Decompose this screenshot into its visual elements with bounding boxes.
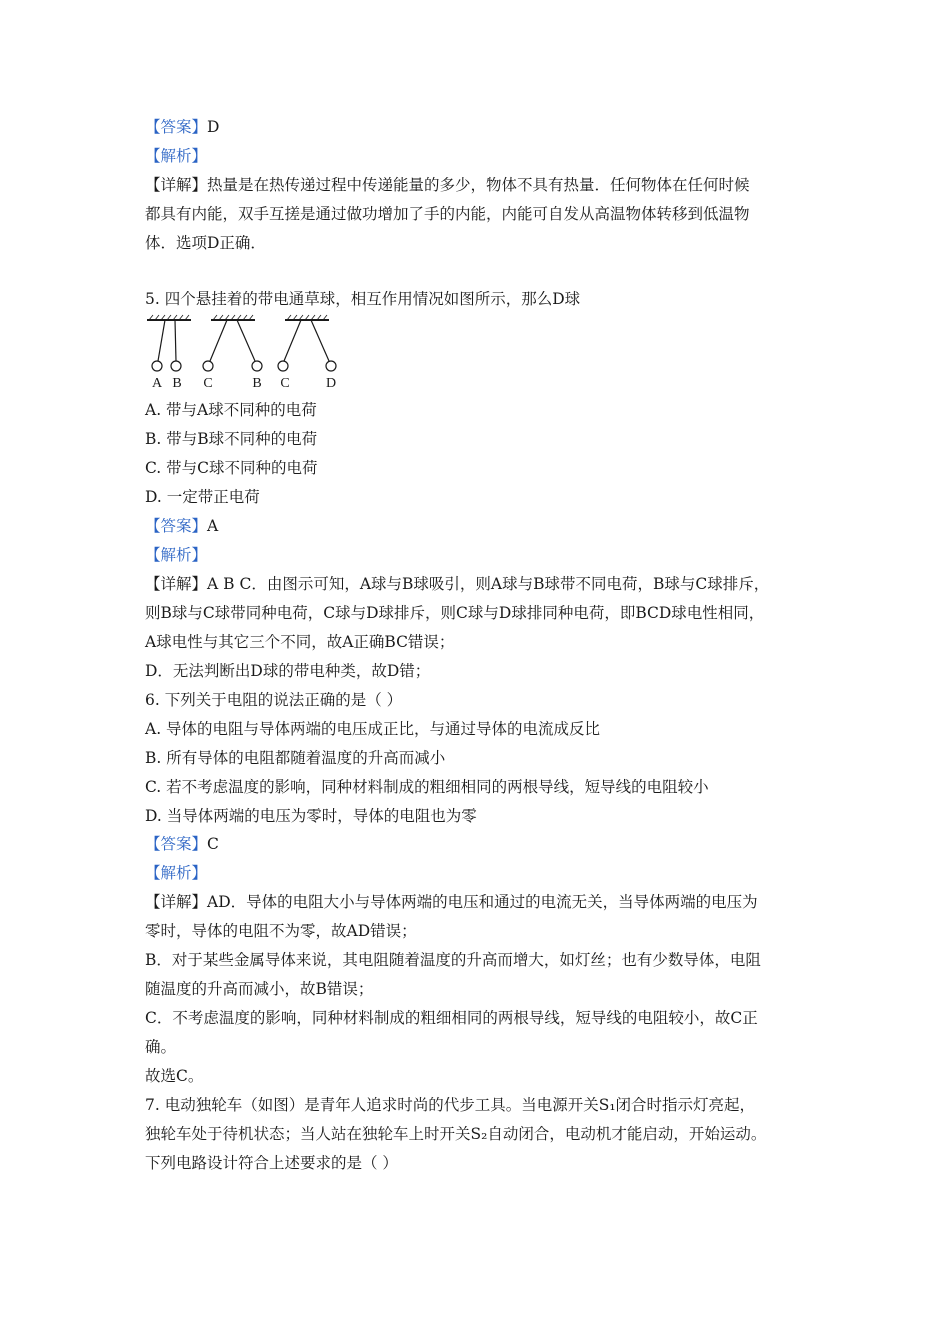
q5-option-b: B. 带与B球不同种的电荷 (145, 430, 318, 448)
q4-detail-line: 体．选项D正确． (145, 234, 266, 252)
answer-tag: 【答案】 (145, 835, 208, 853)
ball-c2 (278, 361, 288, 371)
q6-option-c: C. 若不考虑温度的影响，同种材料制成的粗细相同的两根导线，短导线的电阻较小 (145, 778, 709, 796)
q6-option-b: B. 所有导体的电阻都随着温度的升高而减小 (145, 749, 446, 767)
q5-detail-line: D．无法判断出D球的带电种类，故D错； (145, 662, 431, 680)
q6-detail-line: 故选C。 (145, 1067, 204, 1085)
q5-detail-line: 【详解】A B C．由图示可知，A球与B球吸引，则A球与B球带不同电荷，B球与C球排斥， (145, 575, 770, 593)
q7-stem-line: 下列电路设计符合上述要求的是（ ） (145, 1154, 398, 1172)
q4-analysis (145, 146, 825, 166)
q6-detail-line: 零时，导体的电阻不为零，故AD错误； (145, 922, 417, 940)
q6-stem: 6. 下列关于电阻的说法正确的是（ ） (145, 691, 403, 709)
q6-option-a: A. 导体的电阻与导体两端的电压成正比，与通过导体的电流成反比 (145, 720, 601, 738)
q6-detail-line: 随温度的升高而减小，故B错误； (145, 980, 374, 998)
q5-stem: 5. 四个悬挂着的带电通草球，相互作用情况如图所示，那么D球 (145, 290, 581, 308)
ball-b (171, 361, 181, 371)
q6-detail-line: B．对于某些金属导体来说，其电阻随着温度的升高而增大，如灯丝；也有少数导体，电阻 (145, 951, 761, 969)
q6-detail-line: 确。 (145, 1038, 177, 1056)
detail-tag: 【详解】 (145, 575, 208, 593)
ball-b2 (252, 361, 262, 371)
q6-analysis (145, 863, 825, 883)
pith-balls-figure (145, 310, 345, 392)
q5-option-c: C. 带与C球不同种的电荷 (145, 459, 318, 477)
q6-answer (145, 834, 825, 854)
label-c: C (280, 376, 290, 391)
detail-tag: 【详解】 (145, 893, 208, 911)
analysis-tag: 【解析】 (145, 546, 208, 564)
ball-d (326, 361, 336, 371)
label-d: D (325, 376, 337, 391)
answer-value: A (207, 517, 219, 535)
q5-option-a: A. 带与A球不同种的电荷 (145, 401, 317, 419)
q4-answer (145, 117, 825, 137)
q7-stem-line: 独轮车处于待机状态；当人站在独轮车上时开关S₂自动闭合，电动机才能启动，开始运动。 (145, 1125, 767, 1143)
answer-value: D (207, 118, 220, 136)
ball-c (203, 361, 213, 371)
answer-tag: 【答案】 (145, 517, 208, 535)
q6-detail-line: C．不考虑温度的影响，同种材料制成的粗细相同的两根导线，短导线的电阻较小，故C正 (145, 1009, 758, 1027)
analysis-tag: 【解析】 (145, 147, 208, 165)
q6-detail-line: 【详解】AD．导体的电阻大小与导体两端的电压和通过的电流无关，当导体两端的电压为 (145, 893, 758, 911)
q5-answer (145, 516, 825, 536)
q7-stem-line: 7. 电动独轮车（如图）是青年人追求时尚的代步工具。当电源开关S₁闭合时指示灯亮起， (145, 1096, 756, 1114)
q4-detail-line: 【详解】热量是在热传递过程中传递能量的多少，物体不具有热量．任何物体在任何时候 (145, 176, 750, 194)
q4-detail-line: 都具有内能，双手互搓是通过做功增加了手的内能，内能可自发从高温物体转移到低温物 (145, 205, 750, 223)
answer-value: C (207, 835, 219, 853)
detail-tag: 【详解】 (145, 176, 208, 194)
answer-tag: 【答案】 (145, 118, 208, 136)
label-c: C (203, 376, 213, 391)
q5-detail-line: A球电性与其它三个不同，故A正确BC错误； (145, 633, 455, 651)
analysis-tag: 【解析】 (145, 864, 208, 882)
ball-a (152, 361, 162, 371)
q5-detail-line: 则B球与C球带同种电荷，C球与D球排斥，则C球与D球排同种电荷，即BCD球电性相同， (145, 604, 765, 622)
label-b: B (252, 376, 262, 391)
q6-option-d: D. 当导体两端的电压为零时，导体的电阻也为零 (145, 807, 477, 825)
q5-option-d: D. 一定带正电荷 (145, 488, 260, 506)
label-b: B (172, 376, 182, 391)
label-a: A (151, 376, 163, 391)
q5-analysis (145, 545, 825, 565)
